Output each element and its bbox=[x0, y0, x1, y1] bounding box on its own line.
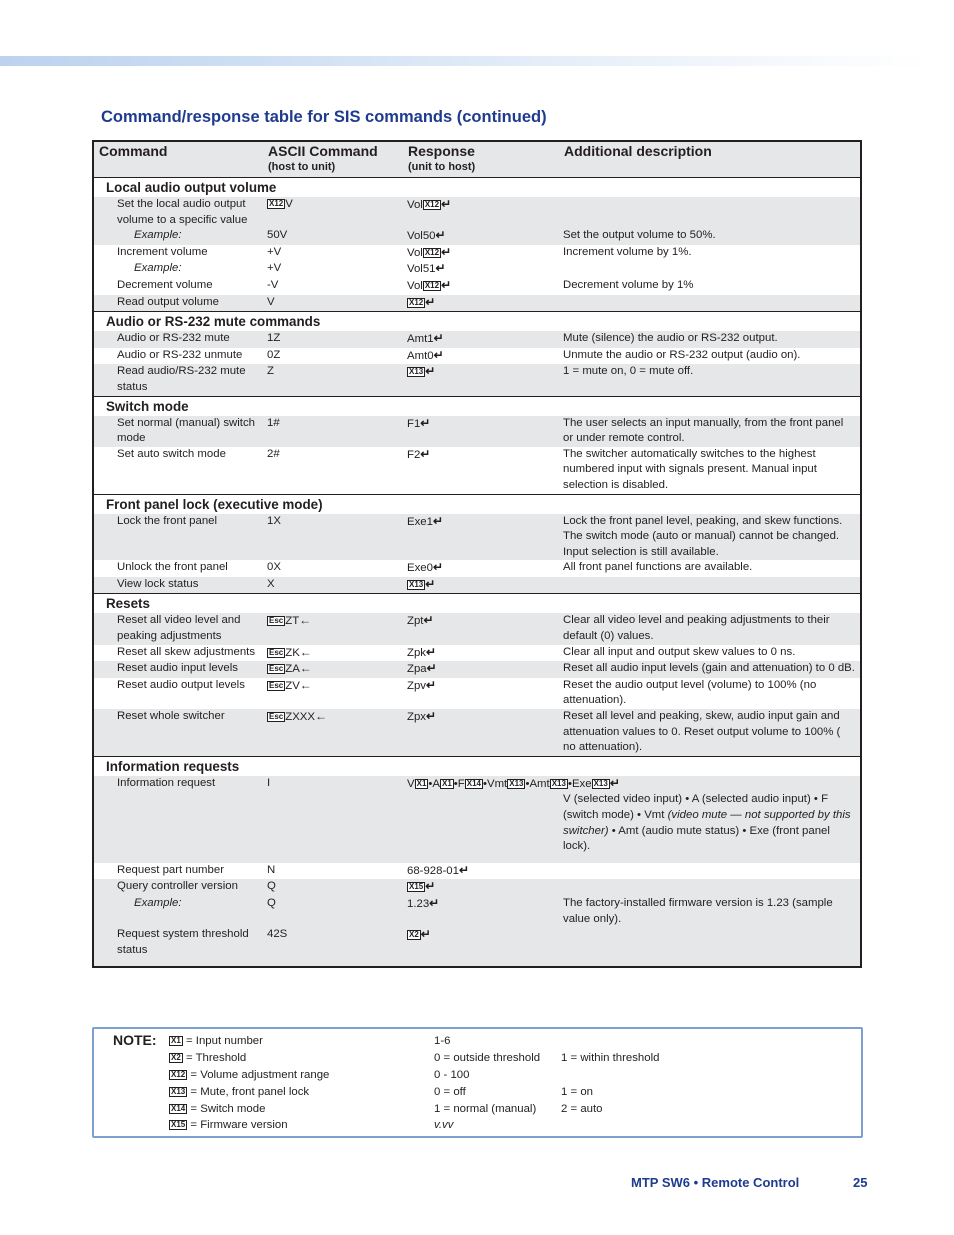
table-row: Reset audio output levels Esc ZV← Zpv↵ Reset the audio output level (volume) to 100% (no attenuation). bbox=[93, 678, 861, 709]
page-title: Command/response table for SIS commands (continued) bbox=[101, 108, 547, 126]
return-icon: ↵ bbox=[420, 415, 431, 430]
table-row: Reset audio input levels Esc ZA← Zpa↵ Reset all audio input levels (gain and attenuation) to 0 dB. bbox=[93, 661, 861, 678]
arrow-left-icon: ← bbox=[315, 709, 327, 724]
note-row: X15 = Firmware version v.vv bbox=[171, 1119, 454, 1131]
table-row: Reset all skew adjustments Esc ZK← Zpk↵ Clear all input and output skew values to 0 ns. bbox=[93, 645, 861, 662]
note-row: X2 = Threshold 0 = outside threshold 1 = within threshold bbox=[171, 1052, 660, 1064]
arrow-left-icon: ← bbox=[299, 677, 312, 692]
arrow-left-icon: ← bbox=[299, 644, 312, 659]
table-row: Read audio/RS-232 mute status Z X13 ↵ 1 = mute on, 0 = mute off. bbox=[93, 364, 861, 396]
table-row: Request system threshold status 42S X2 ↵ bbox=[93, 927, 861, 967]
note-row: X13 = Mute, front panel lock 0 = off 1 = on bbox=[171, 1086, 593, 1098]
note-row: X14 = Switch mode 1 = normal (manual) 2 = auto bbox=[171, 1103, 603, 1115]
return-icon: ↵ bbox=[433, 347, 444, 362]
note-label: NOTE: bbox=[113, 1032, 157, 1048]
return-icon: ↵ bbox=[425, 294, 436, 309]
table-row: Example: 50V Vol50↵ Set the output volume to 50%. bbox=[93, 228, 861, 245]
table-row: Audio or RS-232 unmute 0Z Amt0↵ Unmute the audio or RS-232 output (audio on). bbox=[93, 348, 861, 365]
table-row: Reset whole switcher Esc ZXXX← Zpx↵ Reset all level and peaking, skew, audio input gain and attenuation values to 0. Reset output volume to 100% ( no attenuation). bbox=[93, 709, 861, 756]
return-icon: ↵ bbox=[420, 927, 431, 942]
header-ascii: ASCII Command (host to unit) bbox=[263, 141, 403, 178]
table-row: Request part number N 68-928-01↵ bbox=[93, 863, 861, 880]
top-gradient-bar bbox=[0, 56, 930, 66]
table-row: V (selected video input) • A (selected audio input) • F (switch mode) • Vmt (video mute — not supported by this switcher) • Amt (audio mute status) • Exe (front panel lock). bbox=[93, 792, 861, 862]
return-icon: ↵ bbox=[432, 560, 444, 575]
table-row: Reset all video level and peaking adjustments Esc ZT← Zpt↵ Clear all video level and peaking adjustments to their default (0) values. bbox=[93, 613, 861, 644]
table-row: Example: Q 1.23↵ The factory-installed firmware version is 1.23 (sample value only). bbox=[93, 896, 861, 927]
return-icon: ↵ bbox=[425, 576, 436, 591]
table-row: Decrement volume -V Vol X12 ↵ Decrement volume by 1% bbox=[93, 278, 861, 295]
table-row: Information request I V X1 •A X1 •F X14 •Vmt X13 •Amt X13 •Exe X13 ↵ bbox=[93, 776, 861, 793]
return-icon: ↵ bbox=[433, 331, 444, 346]
return-icon: ↵ bbox=[441, 244, 452, 259]
return-icon: ↵ bbox=[423, 613, 434, 628]
return-icon: ↵ bbox=[441, 277, 452, 292]
return-icon: ↵ bbox=[432, 513, 444, 528]
table-row: View lock status X X13 ↵ bbox=[93, 577, 861, 594]
table-row: Unlock the front panel 0X Exe0↵ All front panel functions are available. bbox=[93, 560, 861, 577]
table-row: Example: +V Vol51↵ bbox=[93, 261, 861, 278]
return-icon: ↵ bbox=[426, 661, 437, 676]
footer-product: MTP SW6 • Remote Control bbox=[631, 1175, 800, 1190]
return-icon: ↵ bbox=[429, 895, 440, 910]
table-row: Set auto switch mode 2# F2↵ The switcher automatically switches to the highest numbered input with signals present. Manual input selection is disabled. bbox=[93, 447, 861, 494]
section-heading: Switch mode bbox=[93, 396, 861, 416]
header-response: Response (unit to host) bbox=[403, 141, 559, 178]
esc-key-icon: Esc bbox=[269, 680, 284, 690]
esc-key-icon: Esc bbox=[269, 712, 284, 722]
note-row: X1 = Input number 1-6 bbox=[171, 1035, 451, 1047]
return-icon: ↵ bbox=[441, 197, 452, 211]
return-icon: ↵ bbox=[426, 677, 437, 692]
return-icon: ↵ bbox=[458, 862, 469, 877]
arrow-left-icon: ← bbox=[299, 661, 312, 676]
table-row: Set the local audio output volume to a specific value X12 V Vol X12 ↵ bbox=[93, 197, 861, 228]
arrow-left-icon: ← bbox=[299, 613, 312, 628]
section-heading: Information requests bbox=[93, 756, 861, 776]
section-heading: Audio or RS-232 mute commands bbox=[93, 312, 861, 332]
header-command: Command bbox=[93, 141, 263, 178]
esc-key-icon: Esc bbox=[269, 647, 284, 657]
table-row: Read output volume V X12 ↵ bbox=[93, 295, 861, 312]
esc-key-icon: Esc bbox=[269, 616, 284, 626]
return-icon: ↵ bbox=[425, 364, 436, 379]
esc-key-icon: Esc bbox=[269, 664, 284, 674]
return-icon: ↵ bbox=[426, 709, 437, 724]
section-heading: Front panel lock (executive mode) bbox=[93, 494, 861, 514]
sis-command-table bbox=[92, 140, 862, 968]
table-row: Set normal (manual) switch mode 1# F1↵ The user selects an input manually, from the front panel or under remote control. bbox=[93, 416, 861, 447]
note-row: X12 = Volume adjustment range 0 - 100 bbox=[171, 1069, 470, 1081]
section-heading: Resets bbox=[93, 594, 861, 614]
return-icon: ↵ bbox=[425, 879, 436, 894]
return-icon: ↵ bbox=[435, 228, 446, 243]
table-row: Increment volume +V Vol X12 ↵ Increment volume by 1%. bbox=[93, 245, 861, 262]
table-row: Lock the front panel 1X Exe1↵ Lock the front panel level, peaking, and skew functions. The switch mode (auto or manual) cannot be changed. Input selection is still available. bbox=[93, 514, 861, 561]
return-icon: ↵ bbox=[420, 446, 431, 461]
note-box bbox=[92, 1027, 863, 1138]
header-description: Additional description bbox=[559, 141, 861, 178]
page-number: 25 bbox=[853, 1175, 868, 1190]
table-row: Query controller version Q X15 ↵ bbox=[93, 879, 861, 896]
return-icon: ↵ bbox=[435, 261, 446, 276]
section-heading: Local audio output volume bbox=[93, 178, 861, 198]
return-icon: ↵ bbox=[609, 775, 620, 790]
table-header-row bbox=[93, 141, 861, 178]
table-row: Audio or RS-232 mute 1Z Amt1↵ Mute (silence) the audio or RS-232 output. bbox=[93, 331, 861, 348]
return-icon: ↵ bbox=[426, 644, 437, 659]
